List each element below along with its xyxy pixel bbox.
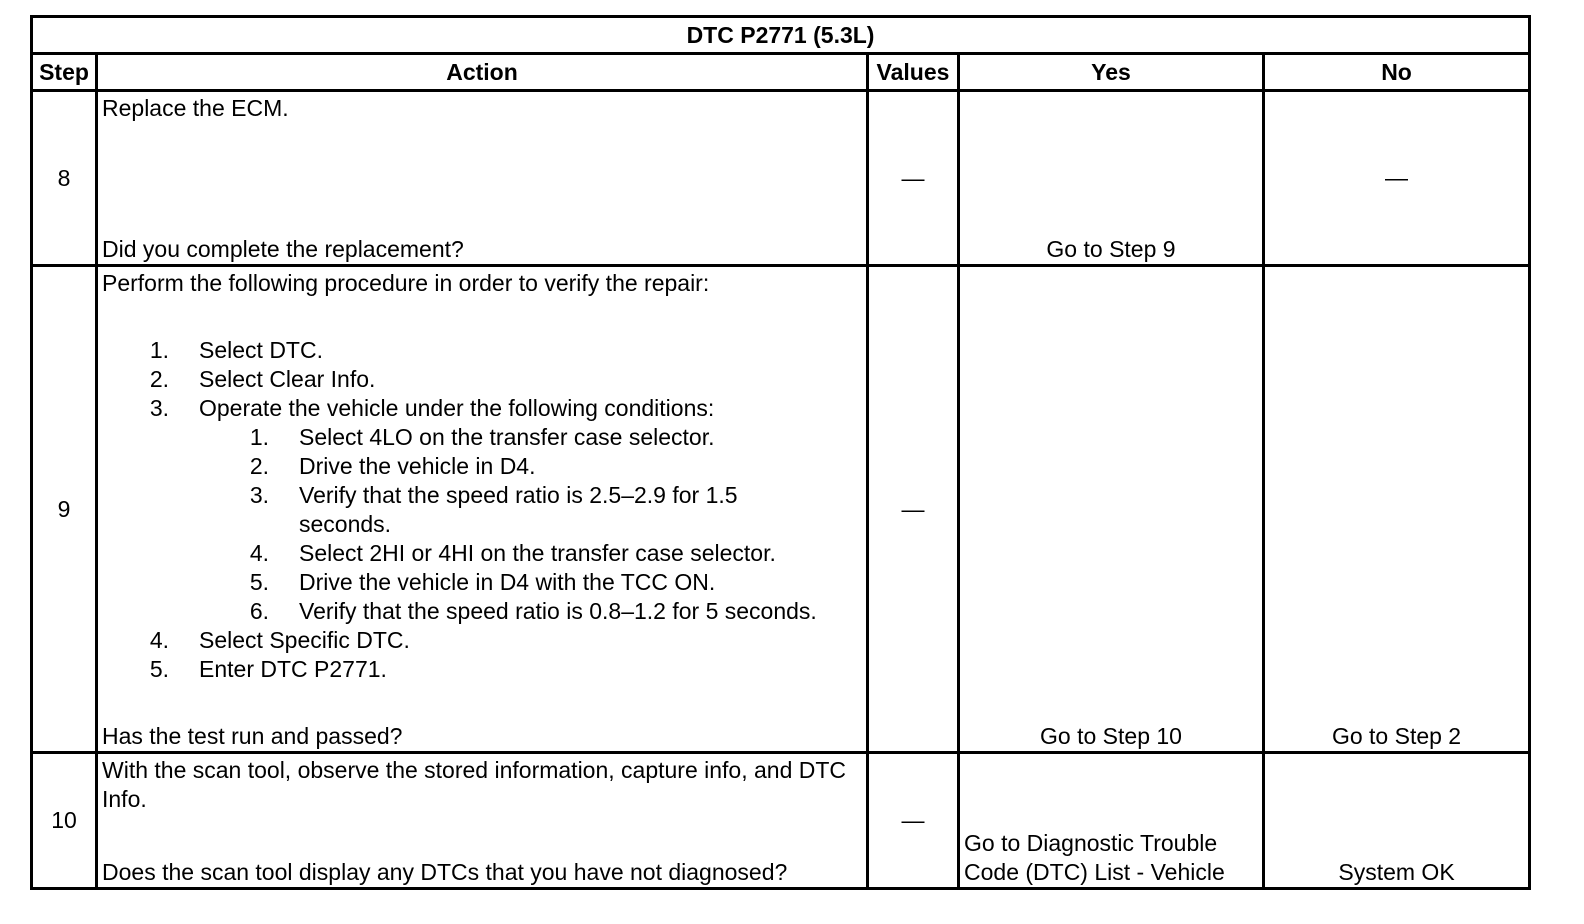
list-item: 5. Enter DTC P2771.	[149, 656, 387, 682]
yes-link[interactable]: Go to Diagnostic Trouble Code (DTC) List - Vehicle	[964, 830, 1225, 885]
step-number: 10	[32, 753, 97, 889]
action-question: Has the test run and passed?	[102, 723, 403, 749]
step-number: 8	[32, 91, 97, 266]
list-item: 4. Select 2HI or 4HI on the transfer case selector.	[249, 540, 776, 566]
header-yes: Yes	[959, 54, 1264, 91]
title-row	[32, 17, 1530, 54]
table-title: DTC P2771 (5.3L)	[32, 17, 1530, 54]
action-cell	[97, 266, 868, 753]
yes-link[interactable]: Go to Step 10	[1040, 723, 1182, 749]
action-question: Did you complete the replacement?	[102, 236, 464, 262]
dtc-table	[30, 15, 1531, 890]
no-cell	[1264, 753, 1530, 889]
step-number: 9	[32, 266, 97, 753]
no-cell	[1264, 266, 1530, 753]
list-item: 3. Verify that the speed ratio is 2.5–2.9 for 1.5 seconds.	[249, 482, 738, 537]
list-item: 6. Verify that the speed ratio is 0.8–1.2 for 5 seconds.	[249, 598, 817, 624]
action-cell	[97, 753, 868, 889]
action-question: Does the scan tool display any DTCs that you have not diagnosed?	[102, 859, 788, 885]
table-row	[32, 266, 1530, 753]
header-no: No	[1264, 54, 1530, 91]
list-item: 1. Select DTC.	[149, 337, 323, 363]
no-value: —	[1385, 164, 1409, 191]
values-cell: —	[868, 266, 959, 753]
no-cell	[1264, 91, 1530, 266]
yes-link[interactable]: Go to Step 9	[1046, 236, 1176, 262]
list-item: 3. Operate the vehicle under the following conditions: 1. Select 4LO on the transfer case selector. 2. Drive the vehicle in D4. 3. Verify that the speed ratio is 2.5–2.9 for 1.5 seconds. 4. Select 2HI or 4HI on the transfer case selector. 5. Drive the vehicle in D4 with the TCC ON. 6. Verify that the speed ratio is 0.8–1.2 for 5 seconds.	[102, 394, 862, 626]
list-item: 2. Select Clear Info.	[149, 366, 376, 392]
no-link[interactable]: Go to Step 2	[1331, 723, 1462, 749]
yes-cell	[959, 266, 1264, 753]
table-row	[32, 753, 1530, 889]
procedure-sublist	[102, 423, 862, 626]
procedure-list	[102, 336, 862, 684]
yes-cell	[959, 753, 1264, 889]
header-values: Values	[868, 54, 959, 91]
header-action: Action	[97, 54, 868, 91]
yes-cell	[959, 91, 1264, 266]
dtc-table-wrapper	[30, 15, 1531, 890]
no-value: System OK	[1338, 859, 1455, 885]
list-item: 1. Select 4LO on the transfer case selector.	[249, 424, 715, 450]
action-text: With the scan tool, observe the stored information, capture info, and DTC Info.	[102, 757, 847, 812]
values-cell: —	[868, 91, 959, 266]
list-item: 5. Drive the vehicle in D4 with the TCC ON.	[249, 569, 716, 595]
header-step: Step	[32, 54, 97, 91]
list-item: 2. Drive the vehicle in D4.	[249, 453, 536, 479]
table-row	[32, 91, 1530, 266]
header-row	[32, 54, 1530, 91]
action-cell	[97, 91, 868, 266]
list-item: 4. Select Specific DTC.	[149, 627, 410, 653]
values-cell: —	[868, 753, 959, 889]
action-text: Perform the following procedure in order to verify the repair:	[102, 270, 710, 296]
action-text: Replace the ECM.	[102, 95, 289, 121]
